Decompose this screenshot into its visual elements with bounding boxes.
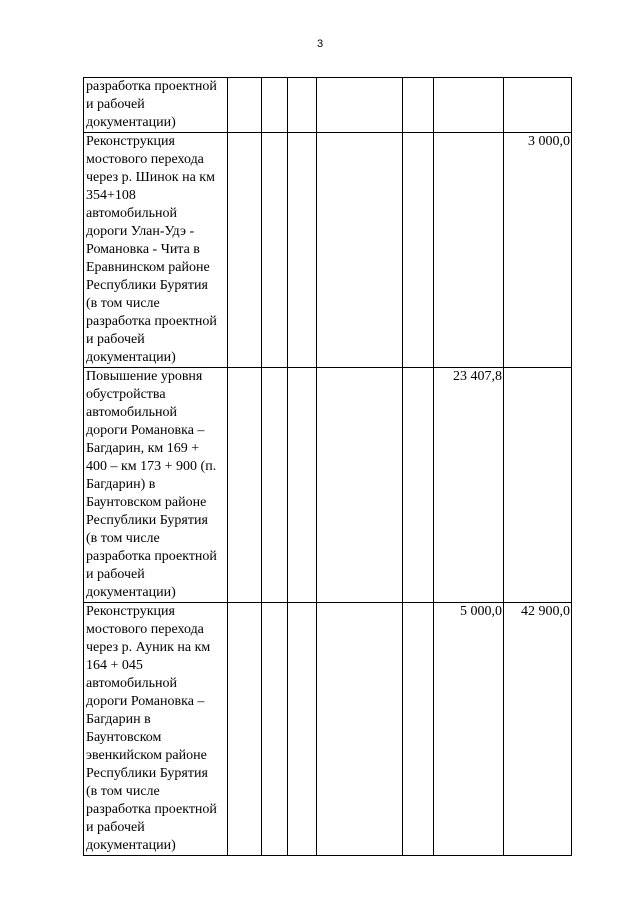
table-row — [84, 78, 572, 133]
table-cell — [504, 368, 572, 603]
table-cell — [262, 78, 288, 133]
table-cell — [228, 133, 262, 368]
page-number: 3 — [316, 38, 324, 50]
table-row — [84, 133, 572, 368]
table-cell — [288, 368, 317, 603]
table-cell: 5 000,0 — [434, 603, 504, 856]
table-row — [84, 368, 572, 603]
budget-table — [83, 77, 572, 856]
table-cell — [262, 133, 288, 368]
table-cell — [504, 78, 572, 133]
table-cell — [288, 78, 317, 133]
table-cell — [228, 368, 262, 603]
table-cell: 42 900,0 — [504, 603, 572, 856]
table-cell — [317, 78, 403, 133]
table-cell — [288, 603, 317, 856]
table-cell — [228, 78, 262, 133]
table-cell — [262, 603, 288, 856]
table-cell — [317, 133, 403, 368]
table-cell — [403, 133, 434, 368]
table-cell — [403, 78, 434, 133]
table-cell — [317, 368, 403, 603]
table-cell — [403, 603, 434, 856]
table-cell: 3 000,0 — [504, 133, 572, 368]
table-row — [84, 603, 572, 856]
row-description: Реконструкция мостового перехода через р. Шинок на км 354+108 автомобильной дороги Улан-Удэ - Романовка - Чита в Еравнинском районе Республики Бурятия (в том числе разработка проектной и рабочей документации) — [84, 133, 228, 368]
table-cell — [317, 603, 403, 856]
table-cell: 23 407,8 — [434, 368, 504, 603]
table-cell — [434, 133, 504, 368]
row-description: Повышение уровня обустройства автомобильной дороги Романовка – Багдарин, км 169 + 400 – км 173 + 900 (п. Багдарин) в Баунтовском районе Республики Бурятия (в том числе разработка проектной и рабочей документации) — [84, 368, 228, 603]
table-cell — [262, 368, 288, 603]
row-description: Реконструкция мостового перехода через р. Ауник на км 164 + 045 автомобильной дороги Романовка – Багдарин в Баунтовском эвенкийском районе Республики Бурятия (в том числе разработка проектной и рабочей документации) — [84, 603, 228, 856]
table-cell — [403, 368, 434, 603]
row-description: разработка проектной и рабочей документации) — [84, 78, 228, 133]
table-cell — [434, 78, 504, 133]
table-cell — [228, 603, 262, 856]
table-cell — [288, 133, 317, 368]
